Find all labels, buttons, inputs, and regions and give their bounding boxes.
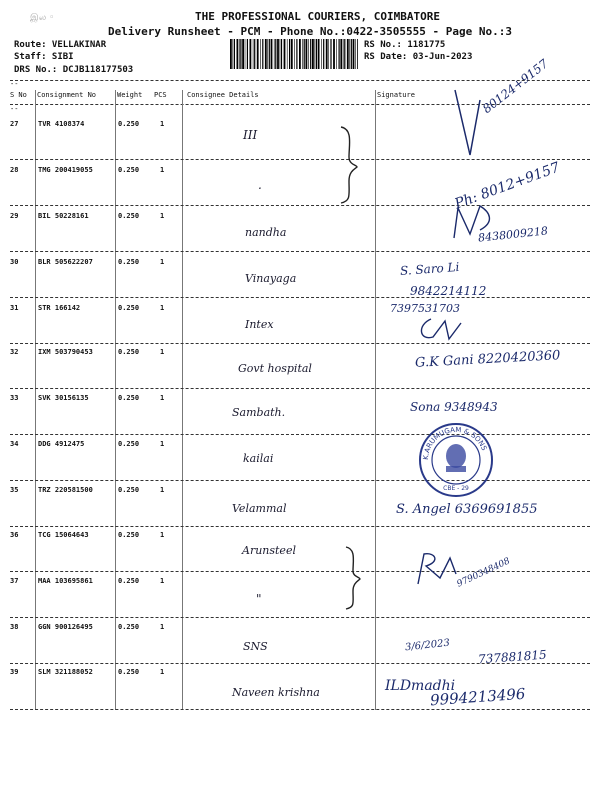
- weight: 0.250: [118, 304, 140, 312]
- weight: 0.250: [118, 348, 140, 356]
- weight: 0.250: [118, 440, 140, 448]
- consignee-handwritten: .: [258, 178, 262, 192]
- signature-date: 3/6/2023: [404, 637, 451, 654]
- signature-phone: 9842214112: [410, 284, 487, 298]
- consignment-number: MAA 103695861: [38, 577, 93, 585]
- signature-phone: 9994213496: [429, 684, 526, 710]
- barcode-bar: [306, 39, 308, 69]
- barcode-bar: [312, 39, 314, 69]
- row-divider: [10, 617, 590, 618]
- barcode-bar: [269, 39, 270, 69]
- barcode-bar: [316, 39, 317, 69]
- barcode-bar: [355, 39, 356, 69]
- runsheet-title: Delivery Runsheet - PCM - Phone No.:0422-3505555 - Page No.:3: [108, 25, 512, 38]
- brace-mark: [340, 545, 370, 610]
- col-pcs: PCS: [154, 91, 167, 99]
- consignee-handwritten: Sambath.: [232, 406, 286, 419]
- consignee-handwritten: nandha: [245, 226, 287, 239]
- consignee-handwritten: Arunsteel: [242, 544, 296, 557]
- sno: 30: [10, 258, 19, 266]
- col-consignment: Consignment No: [37, 91, 97, 99]
- signature-name: ILDmadhi: [385, 678, 456, 694]
- sno: 31: [10, 304, 19, 312]
- barcode-bar: [230, 39, 232, 69]
- consignee-handwritten: kailai: [243, 452, 274, 465]
- row-divider: [10, 480, 590, 481]
- corner-mark: இல ◦: [30, 13, 55, 23]
- col-sno: S No: [10, 91, 27, 99]
- signature-phone: 7397531703: [390, 302, 460, 315]
- pieces: 1: [160, 486, 165, 494]
- sno: 29: [10, 212, 19, 220]
- consignee-handwritten: Velammal: [232, 502, 287, 515]
- weight: 0.250: [118, 668, 140, 676]
- weight: 0.250: [118, 258, 140, 266]
- pieces: 1: [160, 394, 165, 402]
- barcode-bar: [281, 39, 282, 69]
- barcode-bar: [357, 39, 358, 69]
- company-stamp: [418, 422, 494, 498]
- brace-mark: [335, 125, 365, 205]
- pieces: 1: [160, 531, 165, 539]
- consignee-handwritten: Vinayaga: [245, 272, 297, 285]
- barcode-bar: [326, 39, 328, 69]
- consignment-number: DDG 4912475: [38, 440, 85, 448]
- barcode-bar: [344, 39, 345, 69]
- consignment-number: GGN 900126495: [38, 623, 93, 631]
- signature-scribble: [450, 202, 510, 242]
- row-divider: [10, 571, 590, 572]
- consignment-number: STR 166142: [38, 304, 81, 312]
- row-divider: [10, 526, 590, 527]
- barcode-bar: [343, 39, 344, 69]
- barcode-bar: [349, 39, 350, 69]
- consignee-handwritten: Intex: [245, 318, 274, 331]
- pieces: 1: [160, 258, 165, 266]
- barcode-bar: [302, 39, 303, 69]
- barcode-bar: [318, 39, 320, 69]
- barcode-bar: [353, 39, 355, 69]
- barcode-bar: [247, 39, 248, 69]
- barcode-bar: [321, 39, 322, 69]
- barcode-bar: [347, 39, 349, 69]
- pieces: 1: [160, 304, 165, 312]
- col-details: Consignee Details: [187, 91, 259, 99]
- weight: 0.250: [118, 577, 140, 585]
- rs-date: RS Date: 03-Jun-2023: [364, 52, 473, 62]
- row-divider: [10, 434, 590, 435]
- consignment-number: TVR 4108374: [38, 120, 85, 128]
- barcode-bar: [254, 39, 255, 69]
- weight: 0.250: [118, 394, 140, 402]
- signature-name: S. Angel 6369691855: [396, 502, 538, 517]
- barcode-bar: [294, 39, 295, 69]
- barcode-bar: [299, 39, 301, 69]
- pieces: 1: [160, 440, 165, 448]
- barcode-bar: [250, 39, 252, 69]
- pieces: 1: [160, 120, 165, 128]
- pieces: 1: [160, 166, 165, 174]
- dashes-bottom: --: [10, 105, 19, 113]
- barcode-bar: [296, 39, 297, 69]
- barcode-bar: [308, 39, 309, 69]
- consignment-number: IXM 503790453: [38, 348, 93, 356]
- row-divider: [10, 343, 590, 344]
- consignment-number: TMG 200419055: [38, 166, 93, 174]
- consignee-handwritten: Naveen krishna: [232, 686, 320, 699]
- row-divider: [10, 709, 590, 710]
- signature-phone: Ph: 8012+9157: [452, 159, 562, 213]
- pieces: 1: [160, 212, 165, 220]
- barcode-bar: [291, 39, 293, 69]
- company-name: THE PROFESSIONAL COURIERS, COIMBATORE: [194, 10, 441, 23]
- barcode-bar: [330, 39, 331, 69]
- barcode-bar: [310, 39, 311, 69]
- sno: 34: [10, 440, 19, 448]
- consignee-handwritten: SNS: [243, 640, 268, 653]
- weight: 0.250: [118, 166, 140, 174]
- sno: 36: [10, 531, 19, 539]
- barcode-bar: [239, 39, 240, 69]
- pieces: 1: [160, 577, 165, 585]
- signature-name: S. Saro Li: [399, 259, 460, 279]
- barcode-bar: [274, 39, 275, 69]
- barcode-bar: [315, 39, 316, 69]
- barcode-bar: [328, 39, 329, 69]
- consignee-handwritten: III: [243, 128, 258, 142]
- col-weight: Weight: [117, 91, 143, 99]
- divider: [10, 80, 590, 81]
- barcode-bar: [333, 39, 335, 69]
- barcode-bar: [262, 39, 263, 69]
- weight: 0.250: [118, 212, 140, 220]
- barcode-bar: [287, 39, 288, 69]
- barcode-bar: [336, 39, 337, 69]
- signature-phone: 737881815: [477, 647, 548, 667]
- barcode-bar: [280, 39, 281, 69]
- signature-phone: 8438009218: [477, 224, 549, 245]
- row-divider: [10, 251, 590, 252]
- barcode-bar: [240, 39, 241, 69]
- sno: 28: [10, 166, 19, 174]
- barcode-bar: [260, 39, 261, 69]
- barcode-bar: [242, 39, 244, 69]
- barcode-bar: [277, 39, 279, 69]
- barcode-bar: [253, 39, 254, 69]
- signature-phone: 80124+9157: [480, 56, 551, 117]
- barcode-bar: [265, 39, 267, 69]
- barcode-bar: [234, 39, 235, 69]
- barcode-bar: [289, 39, 290, 69]
- consignment-number: TRZ 220581500: [38, 486, 93, 494]
- barcode-bar: [257, 39, 259, 69]
- row-divider: [10, 297, 590, 298]
- barcode-bar: [245, 39, 246, 69]
- sno: 32: [10, 348, 19, 356]
- barcode-bar: [304, 39, 305, 69]
- consignment-number: SLM 321188052: [38, 668, 93, 676]
- stamp-text: CBE - 29: [443, 485, 469, 492]
- consignment-number: BLR 505622207: [38, 258, 93, 266]
- barcode-bar: [267, 39, 268, 69]
- pieces: 1: [160, 623, 165, 631]
- barcode-bar: [233, 39, 234, 69]
- weight: 0.250: [118, 531, 140, 539]
- row-divider: [10, 388, 590, 389]
- sno: 39: [10, 668, 19, 676]
- sno: 35: [10, 486, 19, 494]
- barcode: [230, 39, 358, 69]
- signature-scribble: [415, 315, 475, 345]
- staff-label: Staff: SIBI: [14, 52, 74, 62]
- pieces: 1: [160, 348, 165, 356]
- barcode-bar: [275, 39, 276, 69]
- barcode-bar: [323, 39, 324, 69]
- sno: 27: [10, 120, 19, 128]
- col-signature: Signature: [377, 91, 415, 99]
- sno: 38: [10, 623, 19, 631]
- barcode-bar: [284, 39, 286, 69]
- drs-number: DRS No.: DCJB118177503: [14, 65, 134, 75]
- barcode-bar: [237, 39, 239, 69]
- barcode-bar: [351, 39, 352, 69]
- signature-name: Sona 9348943: [410, 400, 498, 414]
- rs-number: RS No.: 1181775: [364, 40, 446, 50]
- signature-phone: 9790348408: [455, 556, 512, 590]
- weight: 0.250: [118, 486, 140, 494]
- stamp-text: K.ARUMUGAM & SONS: [421, 425, 489, 461]
- consignment-number: SVK 30156135: [38, 394, 89, 402]
- route-label: Route: VELLAKINAR: [14, 40, 107, 50]
- sno: 33: [10, 394, 19, 402]
- sno: 37: [10, 577, 19, 585]
- consignment-number: BIL 50228161: [38, 212, 89, 220]
- consignee-handwritten: ": [256, 592, 262, 606]
- pieces: 1: [160, 668, 165, 676]
- weight: 0.250: [118, 623, 140, 631]
- barcode-bar: [339, 39, 340, 69]
- dashes-top: --: [10, 80, 19, 88]
- barcode-bar: [271, 39, 273, 69]
- signature-name: G.K Gani 8220420360: [414, 348, 561, 371]
- consignee-handwritten: Govt hospital: [238, 362, 312, 375]
- weight: 0.250: [118, 120, 140, 128]
- consignment-number: TCG 15064643: [38, 531, 89, 539]
- barcode-bar: [340, 39, 342, 69]
